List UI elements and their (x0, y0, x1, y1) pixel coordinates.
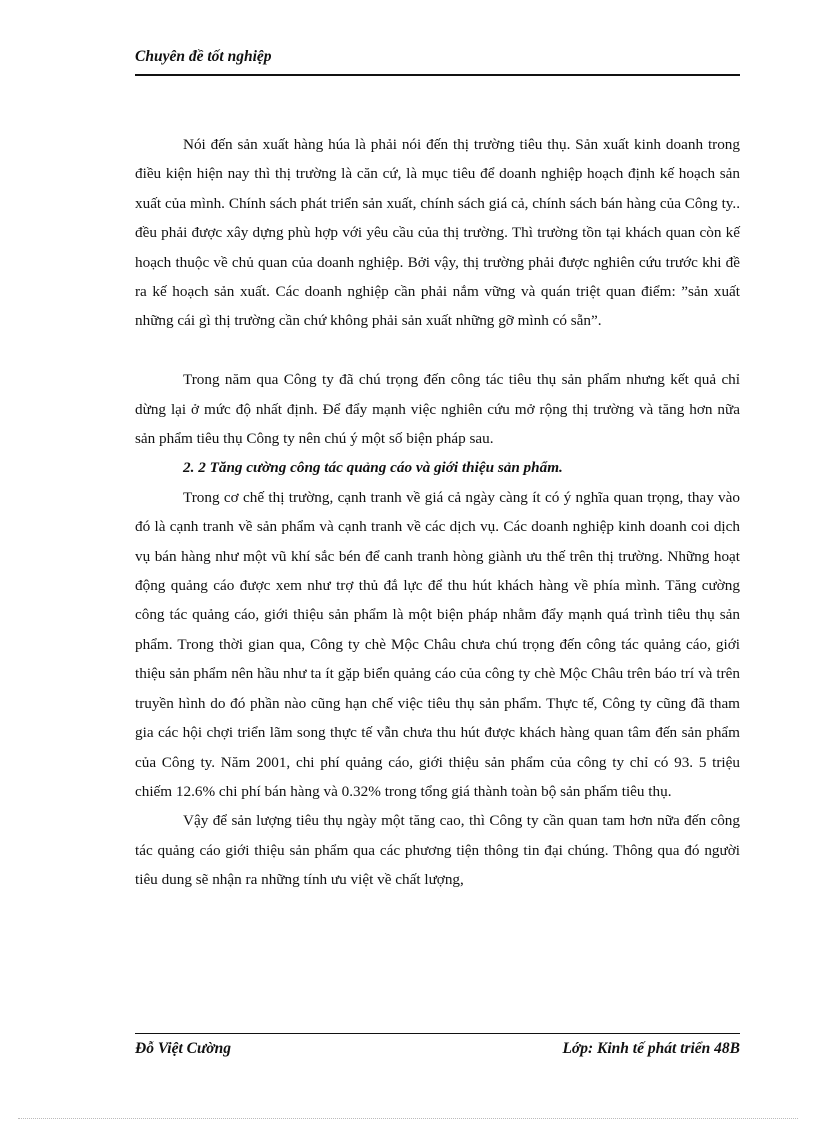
paragraph-consumption-efforts: Trong năm qua Công ty đã chú trọng đến công tác tiêu thụ sản phẩm nhưng kết quả chỉ dừng lại ở mức độ nhất định. Để đẩy mạnh việc nghiên cứu mở rộng thị trường và tăng hơn nữa sản phẩm tiêu thụ Công ty nên chú ý một số biện pháp sau. (135, 371, 740, 448)
section-heading: 2. 2 Tăng cường công tác quảng cáo và giới thiệu sản phẩm. (183, 459, 563, 477)
paragraph-advertising: Trong cơ chế thị trường, cạnh tranh về giá cả ngày càng ít có ý nghĩa quan trọng, thay vào đó là cạnh tranh về sản phẩm và cạnh tranh về các dịch vụ. Các doanh nghiệp kinh doanh coi dịch vụ bán hàng như một vũ khí sắc bén để canh tranh hòng giành ưu thế trên thị trường. Những hoạt động quảng cáo được xem như trợ thủ đắ lực để thu hút khách hàng về phía mình. Tăng cường công tác quảng cáo, giới thiệu sản phẩm là một biện pháp nhằm đẩy mạnh quá trình tiêu thụ sản phẩm. Trong thời gian qua, Công ty chè Mộc Châu chưa chú trọng đến công tác quảng cáo, giới thiệu sản phẩm nên hầu như ta ít gặp biển quảng cáo của công ty chè Mộc Châu trên báo trí và trên truyền hình do đó phần nào cũng hạn chế việc tiêu thụ sản phẩm. Thực tế, Công ty cũng đã tham gia các hội chợi triển lãm song thực tế vẫn chưa thu hút được khách hàng quan tâm đến sản phẩm của Công ty. Năm 2001, chi phí quảng cáo, giới thiệu sản phẩm của công ty chỉ có 93. 5 triệu chiếm 12.6% chi phí bán hàng và 0.32% trong tổng giá thành toàn bộ sản phẩm tiêu thụ. (135, 488, 740, 800)
paragraph-gap (135, 336, 740, 365)
page-footer (135, 1033, 740, 1064)
page-header (135, 46, 740, 76)
page-bottom-edge (18, 1118, 798, 1119)
paragraph-conclusion: Vậy để sản lượng tiêu thụ ngày một tăng cao, thì Công ty cần quan tam hơn nữa đến công tác quảng cáo giới thiệu sản phẩm qua các phương tiện thông tin đại chúng. Thông qua đó người tiêu dung sẽ nhận ra những tính ưu việt về chất lượng, (135, 812, 740, 889)
paragraph-market-importance: Nói đến sản xuất hàng húa là phải nói đến thị trường tiêu thụ. Sản xuất kinh doanh trong điều kiện hiện nay thì thị trường là căn cứ, là mục tiêu để doanh nghiệp hoạch định kế hoạch sản xuất của mình. Chính sách phát triển sản xuất, chính sách giá cả, chính sách bán hàng của Công ty.. đều phải được xây dựng phù hợp với yêu cầu của thị trường. Thì trường tồn tại khách quan còn kế hoạch thuộc về chủ quan của doanh nghiệp. Bởi vậy, thị trường phải được nghiên cứu trước khi đề ra kế hoạch sản xuất. Các doanh nghiệp cần phải nắm vững và quán triệt quan điểm: ”sản xuất những cái gì thị trường cần chứ không phải sản xuất những gỡ mình có sẵn”. (135, 136, 740, 330)
header-title: Chuyên đề tốt nghiệp (135, 48, 272, 65)
footer-author: Đỗ Việt Cường (135, 1040, 231, 1057)
footer-class: Lớp: Kinh tế phát triển 48B (562, 1040, 740, 1057)
document-body (135, 130, 740, 895)
